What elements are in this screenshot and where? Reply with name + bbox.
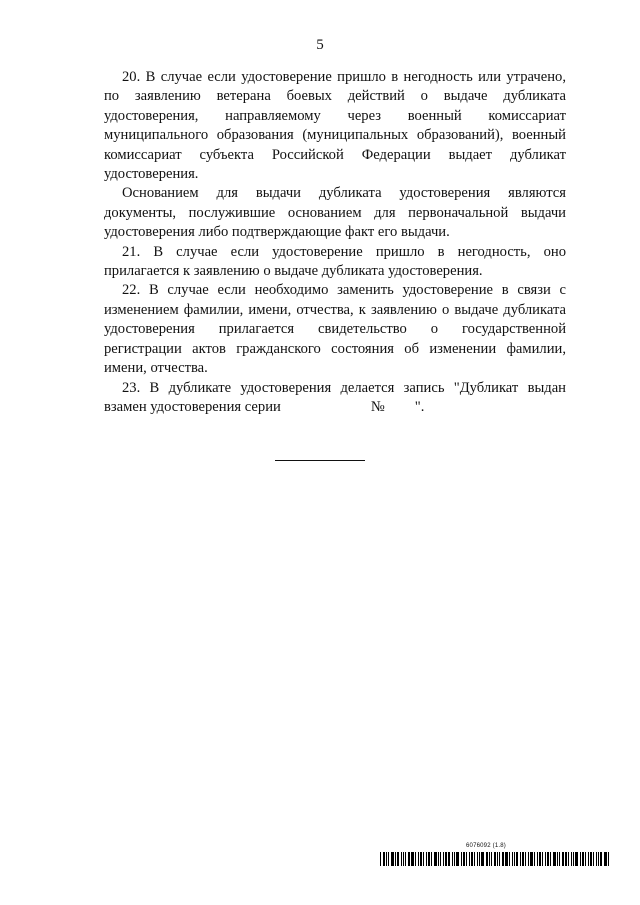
barcode-bar bbox=[596, 852, 597, 866]
paragraph-23-line-1: 23. В дубликате удостоверения делается запись "Дубликат выдан bbox=[122, 379, 566, 396]
barcode-bar bbox=[401, 852, 402, 866]
barcode-bar bbox=[438, 852, 439, 866]
barcode bbox=[380, 852, 610, 866]
document-body bbox=[104, 68, 566, 417]
number-sign: № bbox=[370, 398, 385, 415]
barcode-bar bbox=[474, 852, 475, 866]
paragraph-23-closing-quote: ". bbox=[414, 398, 425, 415]
barcode-bar bbox=[411, 852, 414, 866]
barcode-bar bbox=[431, 852, 432, 866]
barcode-bar bbox=[452, 852, 453, 866]
barcode-bar bbox=[598, 852, 599, 866]
barcode-bar bbox=[469, 852, 470, 866]
barcode-bar bbox=[559, 852, 560, 866]
barcode-bar bbox=[502, 852, 504, 866]
barcode-bar bbox=[499, 852, 500, 866]
page-number: 5 bbox=[316, 37, 324, 53]
barcode-bar bbox=[525, 852, 526, 866]
barcode-bar bbox=[494, 852, 496, 866]
barcode-bar bbox=[585, 852, 586, 866]
barcode-bar bbox=[383, 852, 385, 866]
paragraph-20-basis: Основанием для выдачи дубликата удостоверения являются документы, послужившие основанием для первоначальной выдачи удостоверения либо подтверждающие факт его выдачи. bbox=[104, 185, 566, 241]
paragraph-21: 21. В случае если удостоверение пришло в негодность, оно прилагается к заявлению о выдаче дубликата удостоверения. bbox=[104, 243, 566, 280]
barcode-bar bbox=[528, 852, 529, 866]
barcode-bar bbox=[514, 852, 515, 866]
barcode-bar bbox=[557, 852, 558, 866]
barcode-bar bbox=[522, 852, 524, 866]
barcode-bar bbox=[434, 852, 437, 866]
barcode-bar bbox=[553, 852, 556, 866]
barcode-bar bbox=[388, 852, 389, 866]
barcode-bar bbox=[448, 852, 450, 866]
barcode-bar bbox=[539, 852, 541, 866]
barcode-bar bbox=[550, 852, 551, 866]
paragraph-22: 22. В случае если необходимо заменить удостоверение в связи с изменением фамилии, имени, отчества, к заявлению о выдаче дубликата удостоверения прилагается свидетельство о государственной регистрации актов гражданского состояния об изменении фамилии, имени, отчества. bbox=[104, 282, 566, 377]
barcode-bar bbox=[426, 852, 427, 866]
barcode-bar bbox=[534, 852, 535, 866]
barcode-bar bbox=[466, 852, 467, 866]
barcode-bar bbox=[604, 852, 607, 866]
barcode-bar bbox=[608, 852, 609, 866]
barcode-bar bbox=[423, 852, 424, 866]
barcode-bar bbox=[537, 852, 538, 866]
barcode-bar bbox=[471, 852, 473, 866]
paragraph-20: 20. В случае если удостоверение пришло в негодность или утрачено, по заявлению ветерана боевых действий о выдаче дубликата удостоверения, направляемому через военный комиссариат муниципального образования (муниципальных образований), военный комиссариат субъекта Российской Федерации выдает дубликат удостоверения. bbox=[104, 69, 566, 183]
end-separator-line bbox=[275, 460, 365, 461]
barcode-bar bbox=[420, 852, 422, 866]
barcode-bar bbox=[520, 852, 521, 866]
barcode-bar bbox=[408, 852, 410, 866]
barcode-bar bbox=[545, 852, 546, 866]
barcode-bar bbox=[380, 852, 381, 866]
barcode-bar bbox=[386, 852, 387, 866]
barcode-bar bbox=[443, 852, 444, 866]
barcode-bar bbox=[575, 852, 578, 866]
barcode-bar bbox=[573, 852, 574, 866]
barcode-bar bbox=[463, 852, 465, 866]
barcode-bar bbox=[588, 852, 589, 866]
barcode-bar bbox=[509, 852, 510, 866]
barcode-bar bbox=[397, 852, 399, 866]
barcode-bar bbox=[582, 852, 584, 866]
barcode-bar bbox=[477, 852, 478, 866]
barcode-bar bbox=[445, 852, 447, 866]
barcode-bar bbox=[565, 852, 567, 866]
barcode-bar bbox=[516, 852, 518, 866]
barcode-bar bbox=[530, 852, 533, 866]
barcode-bar bbox=[479, 852, 480, 866]
barcode-bar bbox=[571, 852, 572, 866]
barcode-bar bbox=[395, 852, 396, 866]
barcode-bar bbox=[454, 852, 455, 866]
barcode-bar bbox=[568, 852, 569, 866]
barcode-bar bbox=[489, 852, 490, 866]
barcode-bar bbox=[593, 852, 594, 866]
barcode-bar bbox=[542, 852, 543, 866]
barcode-bar bbox=[512, 852, 513, 866]
paragraph-23-line-2 bbox=[104, 398, 566, 417]
barcode-bar bbox=[428, 852, 430, 866]
barcode-bar bbox=[497, 852, 498, 866]
barcode-bar bbox=[461, 852, 462, 866]
barcode-label: 6076092 (1.8) bbox=[466, 843, 506, 849]
barcode-bar bbox=[481, 852, 484, 866]
barcode-bar bbox=[415, 852, 416, 866]
barcode-bar bbox=[547, 852, 549, 866]
barcode-bar bbox=[600, 852, 602, 866]
barcode-bar bbox=[505, 852, 508, 866]
barcode-bar bbox=[491, 852, 492, 866]
barcode-bar bbox=[456, 852, 459, 866]
barcode-bar bbox=[486, 852, 488, 866]
barcode-bar bbox=[562, 852, 564, 866]
paragraph-23-series-text: взамен удостоверения серии bbox=[104, 398, 281, 415]
barcode-bar bbox=[391, 852, 394, 866]
barcode-bar bbox=[590, 852, 592, 866]
barcode-bar bbox=[580, 852, 581, 866]
barcode-bar bbox=[440, 852, 441, 866]
barcode-bar bbox=[405, 852, 406, 866]
barcode-bar bbox=[403, 852, 404, 866]
barcode-bar bbox=[418, 852, 419, 866]
paragraph-23 bbox=[104, 379, 566, 418]
